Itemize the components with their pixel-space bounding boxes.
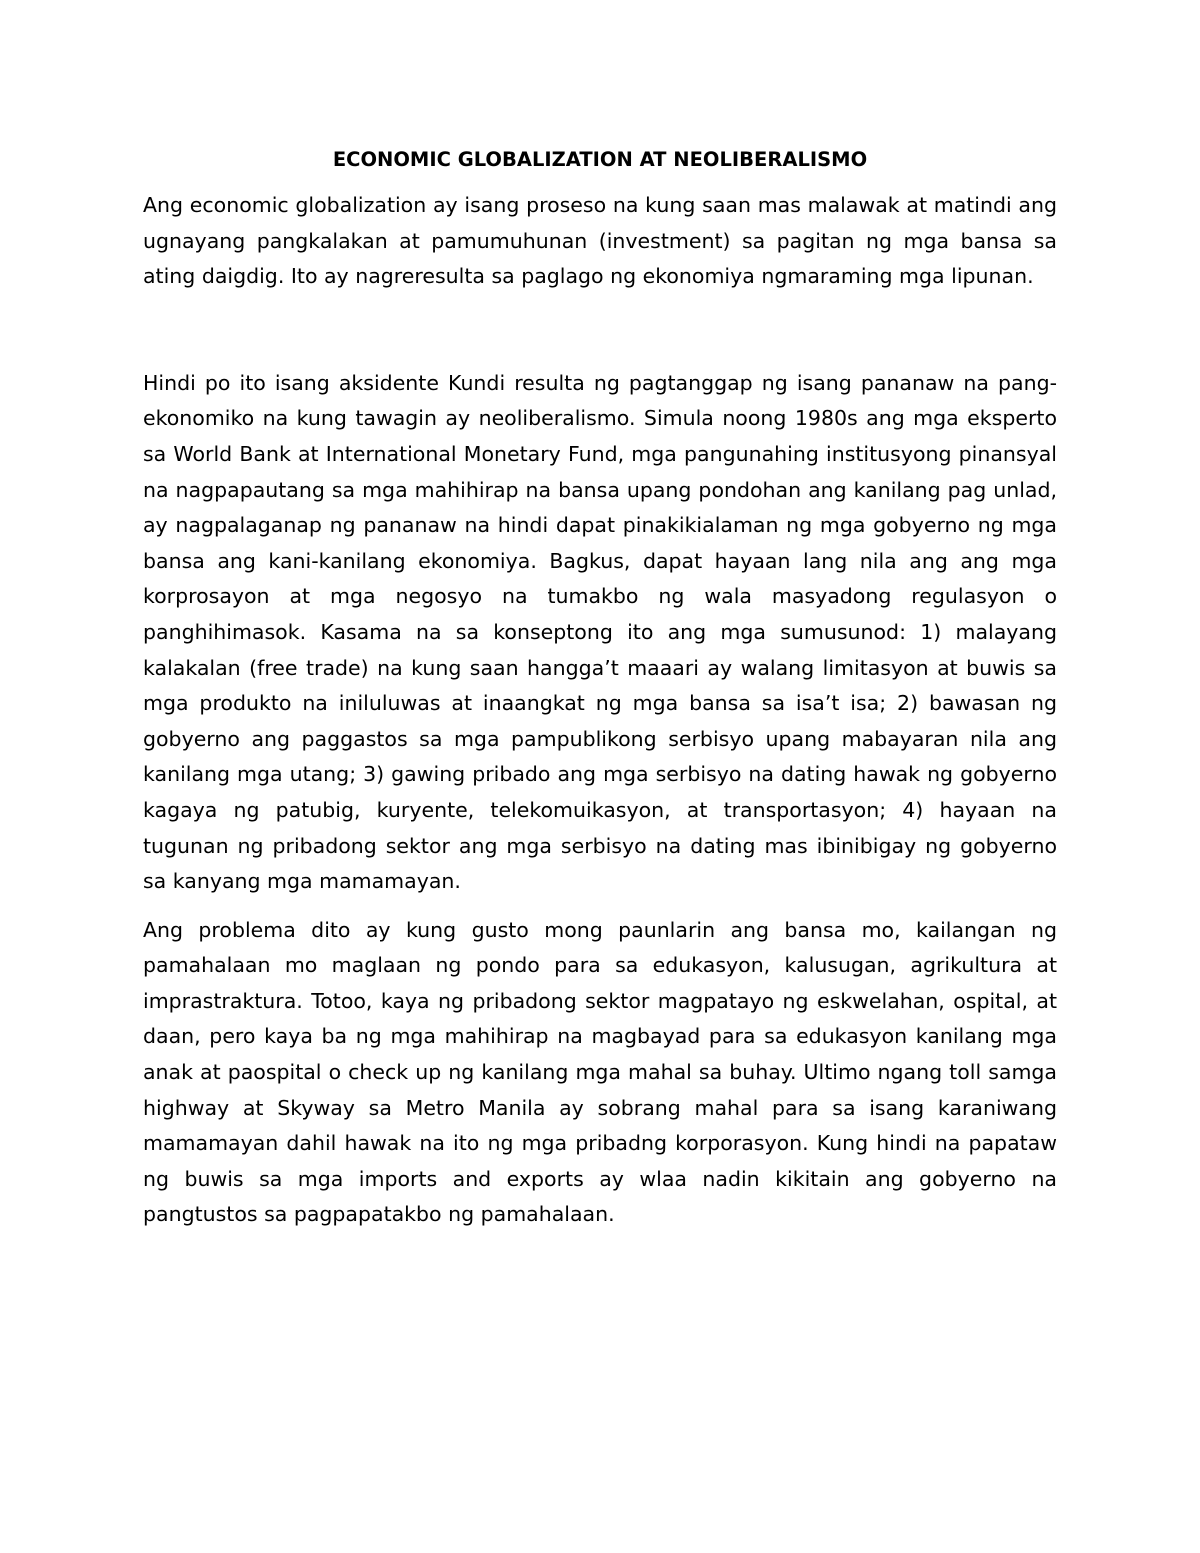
paragraph-globalization: Ang economic globalization ay isang proseso na kung saan mas malawak at matindi ang ugnayang pangkalakan at pamumuhunan (investment) sa pagitan ng mga bansa sa ating daigdig. Ito ay nagreresulta sa paglago ng ekonomiya ngmaraming mga lipunan. [143, 193, 1057, 289]
document-body [143, 142, 1057, 1233]
document-title: ECONOMIC GLOBALIZATION AT NEOLIBERALISMO [332, 148, 868, 171]
paragraph-neoliberalism: Hindi po ito isang aksidente Kundi resulta ng pagtanggap ng isang pananaw na pang-ekonomiko na kung tawagin ay neoliberalismo. Simula noong 1980s ang mga eksperto sa World Bank at International Monetary Fund, mga pangunahing institusyong pinansyal na nagpapautang sa mga mahihirap na bansa upang pondohan ang kanilang pag unlad, ay nagpalaganap ng pananaw na hindi dapat pinakikialaman ng mga gobyerno ng mga bansa ang kani-kanilang ekonomiya. Bagkus, dapat hayaan lang nila ang ang mga korprosayon at mga negosyo na tumakbo ng wala masyadong regulasyon o panghihimasok. Kasama na sa konseptong ito ang mga sumusunod: 1) malayang kalakalan (free trade) na kung saan hangga’t maaari ay walang limitasyon at buwis sa mga produkto na iniluluwas at inaangkat ng mga bansa sa isa’t isa; 2) bawasan ng gobyerno ang paggastos sa mga pampublikong serbisyo upang mabayaran nila ang kanilang mga utang; 3) gawing pribado ang mga serbisyo na dating hawak ng gobyerno kagaya ng patubig, kuryente, telekomuikasyon, at transportasyon; 4) hayaan na tugunan ng pribadong sektor ang mga serbisyo na dating mas ibinibigay ng gobyerno sa kanyang mga mamamayan. [143, 370, 1057, 894]
paragraph-problem: Ang problema dito ay kung gusto mong paunlarin ang bansa mo, kailangan ng pamahalaan mo maglaan ng pondo para sa edukasyon, kalusugan, agrikultura at imprastraktura. Totoo, kaya ng pribadong sektor magpatayo ng eskwelahan, ospital, at daan, pero kaya ba ng mga mahihirap na magbayad para sa edukasyon kanilang mga anak at paospital o check up ng kanilang mga mahal sa buhay. Ultimo ngang toll samga highway at Skyway sa Metro Manila ay sobrang mahal para sa isang karaniwang mamamayan dahil hawak na ito ng mga pribadng korporasyon. Kung hindi na papataw ng buwis sa mga imports and exports ay wlaa nadin kikitain ang gobyerno na pangtustos sa pagpapatakbo ng pamahalaan. [143, 917, 1057, 1227]
